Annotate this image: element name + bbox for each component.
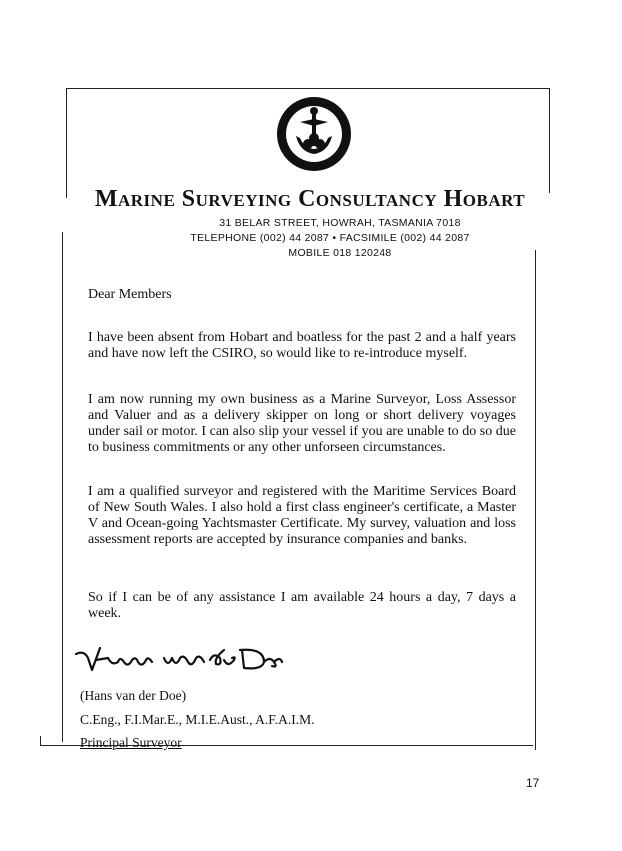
- paragraph-qualifications: I am a qualified surveyor and registered with the Maritime Services Board of New South Wales. I also hold a first class engineer's certificate, a Master V and Ocean-going Yachtsmaster Certificate. My survey, valuation and loss assessment reports are accepted by insurance companies and banks.: [88, 484, 516, 547]
- letterhead-frame-right: [549, 88, 550, 193]
- signer-title: Principal Surveyor: [80, 735, 182, 750]
- paragraph-services: I am now running my own business as a Marine Surveyor, Loss Assessor and Valuer and as a delivery skipper on long or short delivery voyages under sail or motor. I can also slip your vessel if you are unable to do so due to business commitments or any other unforseen circumstances.: [88, 392, 516, 455]
- letter-frame-left: [62, 232, 63, 742]
- letter-frame-right: [535, 250, 536, 750]
- page-number: 17: [526, 776, 540, 790]
- letterhead-frame-top: [66, 88, 550, 89]
- company-name: Marine Surveying Consultancy Hobart: [94, 186, 526, 212]
- signer-qualifications: C.Eng., F.I.Mar.E., M.I.E.Aust., A.F.A.I.M.: [80, 712, 315, 727]
- paragraph-availability: So if I can be of any assistance I am available 24 hours a day, 7 days a week.: [88, 590, 516, 621]
- letter-frame-tick: [40, 736, 41, 746]
- salutation: Dear Members: [88, 287, 172, 302]
- letterhead-frame-left: [66, 88, 67, 198]
- signer-name: (Hans van der Doe): [80, 688, 187, 703]
- handwritten-signature: [74, 640, 284, 676]
- phone-fax-line: TELEPHONE (002) 44 2087 • FACSIMILE (002) 44 2087: [190, 232, 470, 244]
- anchor-clover-logo-icon: [276, 96, 352, 172]
- paragraph-intro: I have been absent from Hobart and boatless for the past 2 and a half years and have now left the CSIRO, so would like to re-introduce myself.: [88, 330, 516, 361]
- mobile-line: MOBILE 018 120248: [288, 247, 392, 259]
- address-line: 31 BELAR STREET, HOWRAH, TASMANIA 7018: [219, 217, 461, 229]
